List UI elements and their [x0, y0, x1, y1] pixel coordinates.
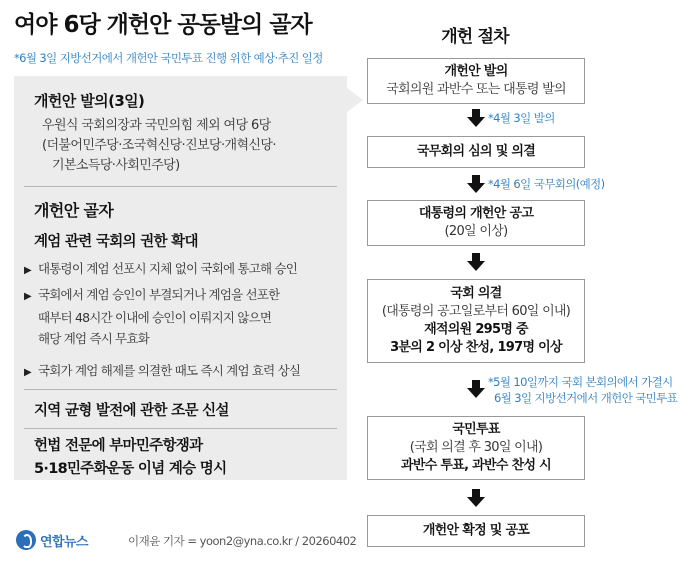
- triangle-bullet-icon: ▶: [24, 291, 31, 302]
- note-line: *5월 10일까지 국회 본회의에서 가결시: [488, 375, 673, 389]
- yonhap-logo: [16, 530, 88, 550]
- proposal-heading: 개헌안 발의(3일): [34, 92, 145, 110]
- down-arrow-icon: [467, 380, 485, 398]
- logo-text: 연합뉴스: [40, 534, 88, 550]
- down-arrow-icon: [467, 175, 485, 193]
- preamble-line-2: 5·18민주화운동 이념 계승 명시: [34, 461, 227, 477]
- flow-note: *4월 6일 국무회의(예정): [488, 177, 605, 191]
- step-title: 개헌안 발의: [444, 64, 508, 79]
- step-condition: 3분의 2 이상 찬성, 197명 이상: [390, 340, 562, 355]
- bullet-text: 때부터 48시간 이내에 승인이 이뤄지지 않으면: [38, 310, 272, 325]
- flow-step-referendum: [367, 416, 585, 480]
- regional-heading: 지역 균형 발전에 관한 조문 신설: [34, 403, 229, 419]
- credit-line: 이재윤 기자 = yoon2@yna.co.kr / 20260402: [128, 534, 357, 548]
- page-title: 여야 6당 개헌안 공동발의 골자: [14, 12, 312, 38]
- flow-step-promulgation: [367, 515, 585, 547]
- flow-note: *4월 3일 발의: [488, 111, 555, 125]
- bullet-text: 국회가 계엄 해제를 의결한 때도 즉시 계엄 효력 상실: [38, 363, 301, 378]
- bullet-item: [24, 258, 342, 281]
- flow-step-cabinet: [367, 136, 585, 168]
- proposal-line-3: 기본소득당·사회민주당): [52, 158, 180, 173]
- bullet-item: [24, 284, 342, 349]
- flow-step-announcement: [367, 200, 585, 246]
- divider: [24, 428, 337, 429]
- step-title: 대통령의 개헌안 공고: [418, 206, 534, 221]
- step-condition: 재적의원 295명 중: [424, 322, 528, 337]
- step-detail: (국회 의결 후 30일 이내): [409, 440, 543, 455]
- step-title: 국민투표: [452, 422, 500, 437]
- bullet-text: 국회에서 계엄 승인이 부결되거나 계엄을 선포한: [38, 287, 280, 302]
- flow-step-assembly-vote: [367, 279, 585, 363]
- page-subtitle: *6월 3일 지방선거에서 개헌안 국민투표 진행 위한 예상·추진 일정: [14, 51, 323, 65]
- bullet-text: 해당 계엄 즉시 무효화: [38, 331, 149, 346]
- gist-heading: 개헌안 골자: [34, 201, 114, 220]
- note-line: 6월 3일 지방선거에서 개헌안 국민투표: [494, 391, 678, 405]
- triangle-bullet-icon: ▶: [24, 367, 31, 378]
- divider: [24, 186, 337, 187]
- step-detail: (20일 이상): [444, 224, 508, 239]
- step-detail: (대통령의 공고일로부터 60일 이내): [381, 304, 571, 319]
- left-panel: [14, 76, 347, 480]
- step-title: 국회 의결: [450, 286, 502, 301]
- preamble-line-1: 헌법 전문에 부마민주항쟁과: [34, 438, 203, 454]
- flow-title: 개헌 절차: [441, 27, 509, 47]
- down-arrow-icon: [467, 109, 485, 127]
- divider: [24, 389, 337, 390]
- bullet-text: 대통령이 계엄 선포시 지체 없이 국회에 통고해 승인: [38, 261, 297, 276]
- flow-step-proposal: [367, 58, 585, 104]
- proposal-line-1: 우원식 국회의장과 국민의힘 제외 여당 6당: [42, 118, 271, 133]
- step-title: 국무회의 심의 및 의결: [416, 144, 536, 159]
- step-title: 개헌안 확정 및 공포: [422, 523, 530, 538]
- proposal-line-2: (더불어민주당·조국혁신당·진보당·개혁신당·: [42, 138, 276, 153]
- martial-law-heading: 계엄 관련 국회의 권한 확대: [34, 234, 198, 250]
- triangle-bullet-icon: ▶: [24, 265, 31, 276]
- down-arrow-icon: [467, 253, 485, 271]
- flow-note: [488, 374, 677, 406]
- bullet-item: [24, 360, 342, 383]
- step-detail: 국회의원 과반수 또는 대통령 발의: [386, 82, 566, 97]
- step-condition: 과반수 투표, 과반수 찬성 시: [401, 458, 551, 473]
- down-arrow-icon: [467, 489, 485, 507]
- yonhap-logo-icon: [16, 530, 36, 550]
